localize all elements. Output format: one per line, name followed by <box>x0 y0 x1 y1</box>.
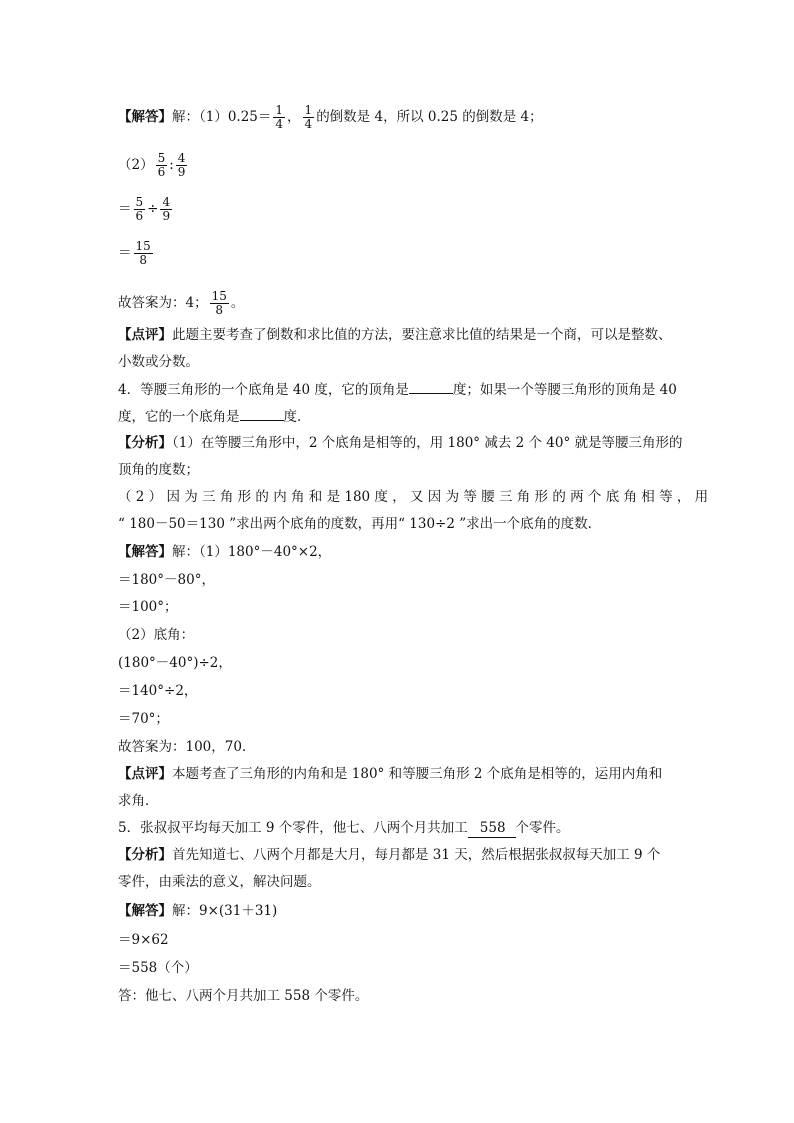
math-line: ＝ $\frac{15}{8}$ <box>118 239 151 267</box>
fraction: $\frac{15}{8}$ <box>135 239 151 267</box>
question-4-title: 4．等腰三角形的一个底角是 40 度，它的顶角是 度；如果一个等腰三角形的顶角是 40 <box>118 382 677 398</box>
fraction: $\frac{5}{6}$ <box>135 195 144 223</box>
question-4-title: 度，它的一个底角是 度． <box>118 409 311 425</box>
solution-line: 【解答】解：9×(31＋31) <box>118 903 278 919</box>
text: 的倒数是 4，所以 0.25 的倒数是 4； <box>316 109 543 125</box>
answer-blank <box>409 380 453 394</box>
comment-line: 小数或分数。 <box>118 354 199 370</box>
solution-line: (180°－40°)÷2， <box>118 655 232 671</box>
answer-blank: 558 <box>468 819 516 838</box>
solution-line: 【解答】解：（1）180°－40°×2， <box>118 544 332 560</box>
answer-line: 故答案为：100，70． <box>118 739 256 755</box>
fraction: $\frac{4}{9}$ <box>177 151 186 179</box>
fraction: $\frac{4}{9}$ <box>162 195 171 223</box>
solution-line: ＝180°－80°， <box>118 572 215 588</box>
answer-label: 【解答】 <box>118 109 172 125</box>
fraction: $\frac{5}{6}$ <box>157 151 166 179</box>
math-line: ＝ $\frac{5}{6}$ ÷ $\frac{4}{9}$ <box>118 195 171 223</box>
answer-line: 【解答】解：（1）0.25＝ $\frac{1}{4}$ ， $\frac{1}{4}$ 的倒数是 4，所以 0.25 的倒数是 4； <box>118 103 543 131</box>
answer-line: 答：他七、八两个月共加工 558 个零件。 <box>118 988 369 1004</box>
analysis-line: “ 180－50＝130 ”求出两个底角的度数，再用“ 130÷2 ”求出一个底角的度数． <box>118 516 602 532</box>
fraction: $\frac{15}{8}$ <box>211 289 227 317</box>
comment-line: 【点评】此题主要考查了倒数和求比值的方法，要注意求比值的结果是一个商，可以是整数、 <box>118 327 672 343</box>
fraction: $\frac{1}{4}$ <box>275 103 284 131</box>
solution-line: ＝9×62 <box>118 932 169 948</box>
question-5-title: 5．张叔叔平均每天加工 9 个零件，他七、八两个月共加工 558 个零件。 <box>118 820 570 836</box>
analysis-line: 零件，由乘法的意义，解决问题。 <box>118 874 321 890</box>
analysis-line: 顶角的度数； <box>118 462 199 478</box>
answer-line: 故答案为：4； $\frac{15}{8}$ 。 <box>118 289 245 317</box>
analysis-line: 【分析】（1）在等腰三角形中，2 个底角是相等的，用 180° 减去 2 个 40° 就是等腰三角形的 <box>118 435 683 451</box>
solution-line: ＝558（个） <box>118 960 198 976</box>
text: 解：（1）0.25＝ <box>172 109 272 125</box>
solution-line: ＝140°÷2， <box>118 683 198 699</box>
analysis-line: （ 2 ） 因 为 三 角 形 的 内 角 和 是 180 度 ， 又 因 为 等 腰 三 角 形 的 两 个 底 角 相 等 ， 用 <box>118 489 709 505</box>
solution-line: ＝70°； <box>118 711 169 727</box>
answer-blank <box>240 407 284 421</box>
solution-line: （2）底角： <box>118 627 195 643</box>
fraction: $\frac{1}{4}$ <box>304 103 313 131</box>
comment-line: 【点评】本题考查了三角形的内角和是 180° 和等腰三角形 2 个底角是相等的，运用内角和 <box>118 766 663 782</box>
analysis-line: 【分析】首先知道七、八两个月都是大月，每月都是 31 天，然后根据张叔叔每天加工 9 个 <box>118 847 661 863</box>
comment-line: 求角． <box>118 793 159 809</box>
math-line: （2） $\frac{5}{6}$ : $\frac{4}{9}$ <box>118 151 186 179</box>
solution-line: ＝100°； <box>118 599 178 615</box>
